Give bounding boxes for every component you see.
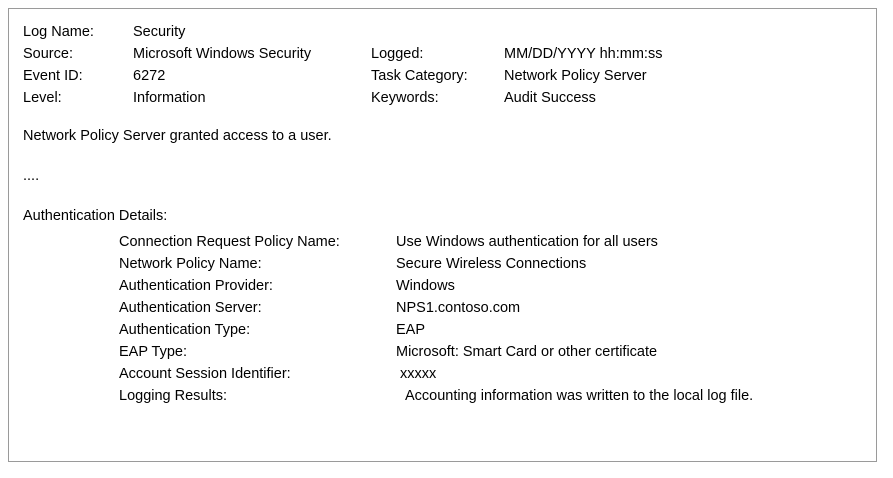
event-details-panel (8, 8, 877, 462)
log-name-label: Log Name: (23, 24, 94, 40)
logged-value: MM/DD/YYYY hh:mm:ss (504, 46, 663, 62)
authentication-details-list (23, 231, 862, 407)
authentication-type-value: EAP (396, 322, 426, 338)
authentication-provider-label: Authentication Provider: (119, 278, 273, 294)
eap-type-value: Microsoft: Smart Card or other certificate (396, 344, 658, 360)
event-header-row (23, 87, 862, 109)
event-header-row (23, 43, 862, 65)
event-id-value: 6272 (133, 68, 166, 84)
detail-row (23, 385, 862, 407)
source-value: Microsoft Windows Security (133, 46, 312, 62)
detail-row (23, 253, 862, 275)
network-policy-name-label: Network Policy Name: (119, 256, 262, 272)
task-category-value: Network Policy Server (504, 68, 647, 84)
authentication-provider-value: Windows (396, 278, 455, 294)
event-description: Network Policy Server granted access to a user. (23, 128, 332, 144)
authentication-server-value: NPS1.contoso.com (396, 300, 521, 316)
keywords-value: Audit Success (504, 90, 596, 106)
source-label: Source: (23, 46, 73, 62)
detail-row (23, 319, 862, 341)
connection-request-policy-name-label: Connection Request Policy Name: (119, 234, 340, 250)
level-label: Level: (23, 90, 62, 106)
network-policy-name-value: Secure Wireless Connections (396, 256, 587, 272)
event-id-label: Event ID: (23, 68, 83, 84)
account-session-identifier-value: xxxxx (400, 366, 437, 382)
keywords-label: Keywords: (371, 90, 439, 106)
level-value: Information (133, 90, 206, 106)
connection-request-policy-name-value: Use Windows authentication for all users (396, 234, 658, 250)
logging-results-value: Accounting information was written to the local log file. (405, 388, 754, 404)
log-name-value: Security (133, 24, 186, 40)
detail-row (23, 275, 862, 297)
logged-label: Logged: (371, 46, 424, 62)
account-session-identifier-label: Account Session Identifier: (119, 366, 291, 382)
event-header-row (23, 21, 862, 43)
event-ellipsis: .... (23, 168, 40, 184)
detail-row (23, 363, 862, 385)
authentication-server-label: Authentication Server: (119, 300, 262, 316)
eap-type-label: EAP Type: (119, 344, 187, 360)
event-header-fields (23, 21, 862, 109)
detail-row (23, 341, 862, 363)
authentication-details-title: Authentication Details: (23, 208, 168, 224)
event-header-row (23, 65, 862, 87)
task-category-label: Task Category: (371, 68, 468, 84)
logging-results-label: Logging Results: (119, 388, 228, 404)
authentication-type-label: Authentication Type: (119, 322, 251, 338)
detail-row (23, 231, 862, 253)
detail-row (23, 297, 862, 319)
